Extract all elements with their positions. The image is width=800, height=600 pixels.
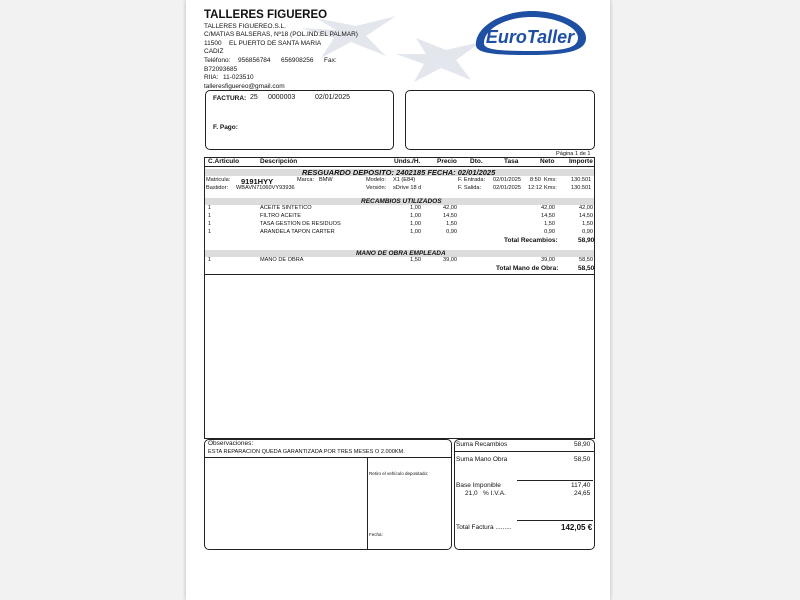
fecha-label: Fecha: bbox=[369, 532, 383, 537]
cell-price: 1,50 bbox=[446, 221, 457, 227]
total-recambios-value: 58,90 bbox=[578, 237, 595, 244]
deposit-title: RESGUARDO DEPOSITO: 2402185 FECHA: 02/01/2025 bbox=[302, 168, 496, 177]
mano-obra-title: MANO DE OBRA EMPLEADA bbox=[356, 250, 446, 257]
cell-importe: 0,90 bbox=[582, 229, 593, 235]
cell-code: 1 bbox=[208, 229, 212, 235]
col-neto: Neto bbox=[540, 158, 555, 165]
recambios-title: RECAMBIOS UTILIZADOS bbox=[361, 198, 442, 205]
cell-importe: 1,50 bbox=[582, 221, 593, 227]
total-mano-value: 58,50 bbox=[578, 265, 595, 272]
total-mano-label: Total Mano de Obra: bbox=[496, 265, 559, 272]
company-city: EL PUERTO DE SANTA MARIA bbox=[229, 40, 322, 47]
col-code: C.Articulo bbox=[208, 158, 240, 165]
cell-desc: ACEITE SINTETICO bbox=[260, 205, 312, 211]
client-box bbox=[405, 90, 595, 150]
iva-value: 24,65 bbox=[574, 490, 591, 497]
riia-value: 11-023510 bbox=[223, 74, 254, 81]
cell-neto: 39,00 bbox=[541, 257, 555, 263]
obs-vertical-divider bbox=[367, 457, 368, 550]
suma-mano-value: 58,50 bbox=[574, 456, 591, 463]
table-row bbox=[186, 229, 610, 237]
salida-time: 12:12 bbox=[528, 185, 542, 191]
entrada-label: F. Entrada: bbox=[458, 177, 486, 183]
company-postal: 11500 bbox=[204, 40, 222, 47]
table-row bbox=[186, 205, 610, 213]
kms-label-1: Kms: bbox=[544, 177, 557, 183]
cell-units: 1,00 bbox=[410, 221, 421, 227]
modelo-value: X1 (E84) bbox=[393, 177, 416, 183]
cell-desc: ARANDELA TAPON CARTER bbox=[260, 229, 335, 235]
eurotaller-logo bbox=[470, 8, 592, 58]
salida-label: F. Salida: bbox=[458, 185, 482, 191]
cell-desc: FILTRO ACEITE bbox=[260, 213, 301, 219]
cell-price: 14,50 bbox=[443, 213, 457, 219]
matricula-label: Matricula: bbox=[206, 177, 231, 183]
col-price: Precio bbox=[437, 158, 457, 165]
kms-label-2: Kms: bbox=[544, 185, 557, 191]
logo-text: EuroTaller bbox=[485, 27, 575, 47]
cell-importe: 58,50 bbox=[579, 257, 593, 263]
cell-desc: TASA GESTION DE RESIDUOS bbox=[260, 221, 341, 227]
obs-divider bbox=[204, 457, 452, 458]
cell-importe: 42,00 bbox=[579, 205, 593, 211]
matricula-value: 9191HYY bbox=[241, 177, 274, 186]
cell-neto: 0,90 bbox=[544, 229, 555, 235]
cell-neto: 1,50 bbox=[544, 221, 555, 227]
marca-label: Marca: bbox=[297, 177, 315, 183]
factura-label: FACTURA: bbox=[213, 95, 247, 102]
col-dto: Dto. bbox=[470, 158, 483, 165]
header-divider bbox=[204, 166, 595, 167]
totals-divider-2 bbox=[517, 480, 593, 481]
total-recambios-label: Total Recambios: bbox=[504, 237, 558, 244]
entrada-time: 8:50 bbox=[530, 177, 541, 183]
suma-mano-label: Suma Mano Obra bbox=[456, 456, 508, 463]
cell-price: 42,00 bbox=[443, 205, 457, 211]
cell-importe: 14,50 bbox=[579, 213, 593, 219]
base-label: Base Imponible bbox=[456, 482, 501, 489]
modelo-label: Modelo: bbox=[366, 177, 386, 183]
iva-rate: 21,0 bbox=[465, 490, 478, 497]
invoice-number: 0000003 bbox=[268, 94, 296, 101]
suma-recambios-value: 58,90 bbox=[574, 441, 591, 448]
kms-value-2: 130.501 bbox=[571, 185, 592, 191]
invoice-series: 25 bbox=[250, 94, 258, 101]
iva-label: % I.V.A. bbox=[483, 490, 506, 497]
version-label: Versión: bbox=[366, 185, 387, 191]
fax-label: Fax: bbox=[324, 57, 337, 64]
version-value: sDrive 18 d bbox=[393, 185, 422, 191]
phone-2: 656908256 bbox=[281, 57, 314, 64]
base-value: 117,40 bbox=[571, 482, 591, 489]
entrada-date: 02/01/2025 bbox=[493, 177, 521, 183]
marca-value: BMW bbox=[319, 177, 333, 183]
totals-divider-1 bbox=[454, 451, 595, 452]
cell-code: 1 bbox=[208, 205, 212, 211]
obs-text: ESTA REPARACION QUEDA GARANTIZADA POR TRES MESES O 2.000KM. bbox=[208, 449, 405, 455]
phone-1: 956856784 bbox=[238, 57, 271, 64]
cell-code: 1 bbox=[208, 213, 212, 219]
company-name: TALLERES FIGUEREO bbox=[204, 9, 328, 21]
cell-desc: MANO DE OBRA bbox=[260, 257, 304, 263]
cell-price: 0,90 bbox=[446, 229, 457, 235]
bastidor-value: WBAVN71060VY93936 bbox=[236, 185, 295, 191]
company-province: CADIZ bbox=[204, 48, 224, 55]
col-desc: Descripción bbox=[260, 158, 298, 165]
company-email: talleresfiguereo@gmail.com bbox=[204, 83, 285, 90]
retiro-label: Retiro el vehículo depositado: bbox=[369, 471, 429, 476]
cell-units: 1,00 bbox=[410, 213, 421, 219]
table-row bbox=[186, 213, 610, 221]
company-address: C/MATIAS BALSERAS, Nº18 (POL.IND.EL PALMAR) bbox=[204, 31, 358, 38]
obs-label: Observaciones: bbox=[208, 440, 254, 447]
company-cif: B72093685 bbox=[204, 66, 238, 73]
col-units: Unds./H. bbox=[394, 158, 421, 165]
invoice-page bbox=[186, 0, 610, 600]
total-factura-label: Total Factura ......... bbox=[456, 524, 512, 531]
total-factura-value: 142,05 € bbox=[561, 523, 593, 532]
col-tasa: Tasa bbox=[504, 158, 519, 165]
cell-code: 1 bbox=[208, 257, 212, 263]
cell-neto: 42,00 bbox=[541, 205, 555, 211]
cell-units: 1,50 bbox=[410, 257, 421, 263]
table-row bbox=[186, 257, 610, 265]
cell-neto: 14,50 bbox=[541, 213, 555, 219]
pago-label: F. Pago: bbox=[213, 124, 238, 131]
phone-label: Teléfono: bbox=[204, 57, 231, 64]
page-number: Página 1 de 1 bbox=[556, 151, 591, 157]
cell-code: 1 bbox=[208, 221, 212, 227]
kms-value-1: 130.501 bbox=[571, 177, 592, 183]
cell-units: 1,00 bbox=[410, 205, 421, 211]
invoice-date: 02/01/2025 bbox=[315, 94, 351, 101]
bastidor-label: Bastidor: bbox=[206, 185, 229, 191]
table-row bbox=[186, 221, 610, 229]
content-divider bbox=[204, 274, 595, 275]
suma-recambios-label: Suma Recambios bbox=[456, 441, 508, 448]
col-importe: Importe bbox=[569, 158, 593, 165]
company-legal-name: TALLERES FIGUEREO.S.L. bbox=[204, 23, 286, 30]
totals-divider-3 bbox=[517, 520, 593, 521]
riia-label: RIIA: bbox=[204, 74, 219, 81]
cell-price: 39,00 bbox=[443, 257, 457, 263]
cell-units: 1,00 bbox=[410, 229, 421, 235]
observations-box bbox=[204, 439, 452, 550]
salida-date: 02/01/2025 bbox=[493, 185, 521, 191]
